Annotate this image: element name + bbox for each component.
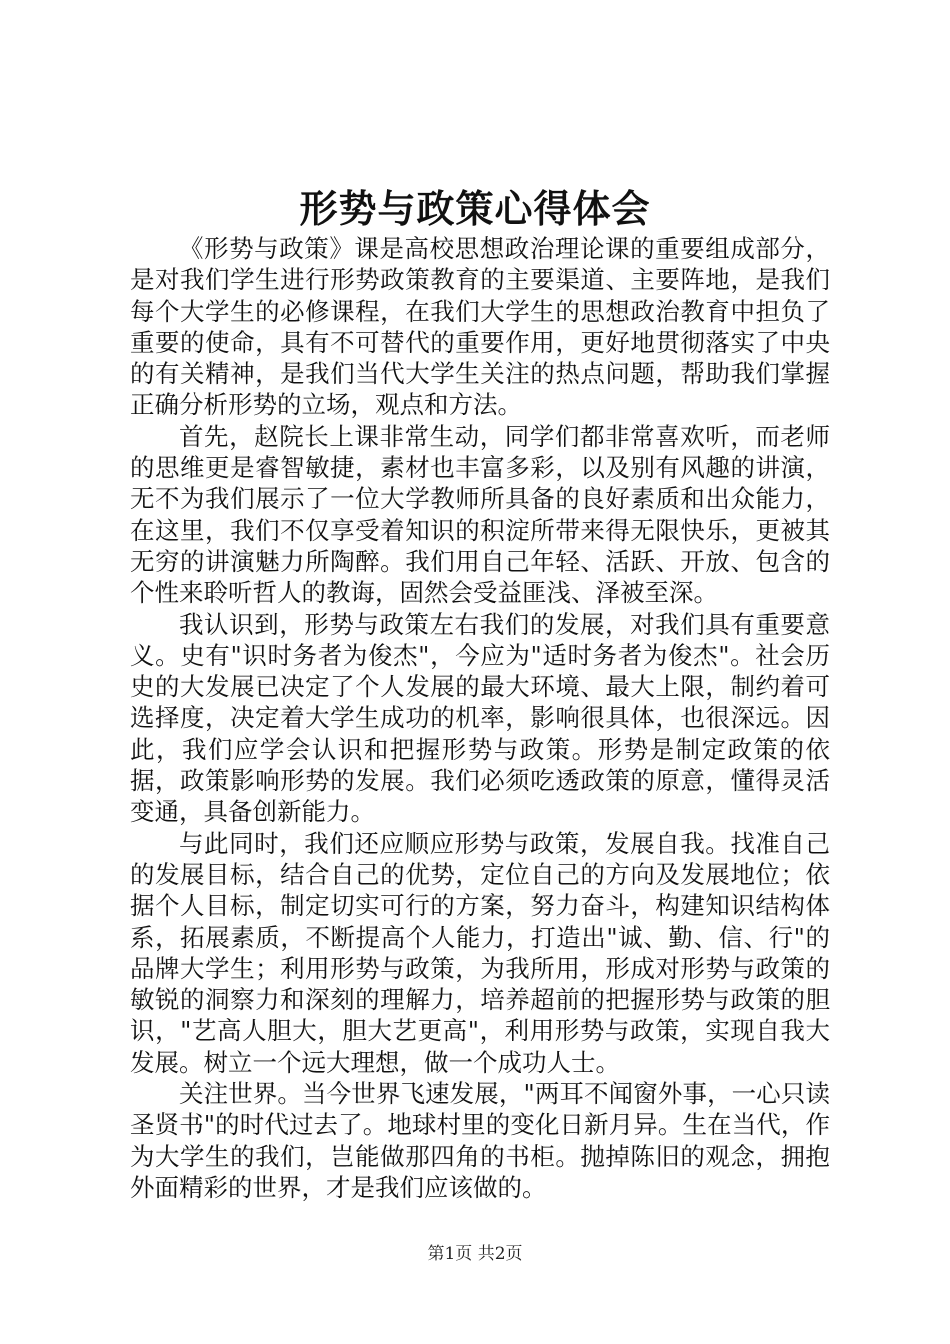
- document-body: [130, 233, 830, 1203]
- paragraph: 与此同时，我们还应顺应形势与政策，发展自我。找准自己的发展目标，结合自己的优势，定位自己的方向及发展地位；依据个人目标，制定切实可行的方案，努力奋斗，构建知识结构体系，拓展素质，不断提高个人能力，打造出"诚、勤、信、行"的品牌大学生；利用形势与政策，为我所用，形成对形势与政策的敏锐的洞察力和深刻的理解力，培养超前的把握形势与政策的胆识，"艺高人胆大，胆大艺更高"，利用形势与政策，实现自我大发展。树立一个远大理想，做一个成功人士。: [130, 828, 830, 1077]
- page-number-footer: 第1页 共2页: [427, 1244, 523, 1264]
- document-title: 形势与政策心得体会: [299, 186, 651, 231]
- paragraph: 关注世界。当今世界飞速发展，"两耳不闻窗外事，一心只读圣贤书"的时代过去了。地球村里的变化日新月异。生在当代，作为大学生的我们，岂能做那四角的书柜。抛掉陈旧的观念，拥抱外面精彩的世界，才是我们应该做的。: [130, 1079, 830, 1202]
- paragraph: 《形势与政策》课是高校思想政治理论课的重要组成部分，是对我们学生进行形势政策教育的主要渠道、主要阵地，是我们每个大学生的必修课程，在我们大学生的思想政治教育中担负了重要的使命，具有不可替代的重要作用，更好地贯彻落实了中央的有关精神，是我们当代大学生关注的热点问题，帮助我们掌握正确分析形势的立场，观点和方法。: [130, 234, 830, 420]
- paragraph: 首先，赵院长上课非常生动，同学们都非常喜欢听，而老师的思维更是睿智敏捷，素材也丰富多彩，以及别有风趣的讲演，无不为我们展示了一位大学教师所具备的良好素质和出众能力，在这里，我们不仅享受着知识的积淀所带来得无限快乐，更被其无穷的讲演魅力所陶醉。我们用自己年轻、活跃、开放、包含的个性来聆听哲人的教诲，固然会受益匪浅、泽被至深。: [130, 421, 830, 608]
- paragraph: 我认识到，形势与政策左右我们的发展，对我们具有重要意义。史有"识时务者为俊杰"，今应为"适时务者为俊杰"。社会历史的大发展已决定了个人发展的最大环境、最大上限，制约着可选择度，决定着大学生成功的机率，影响很具体，也很深远。因此，我们应学会认识和把握形势与政策。形势是制定政策的依据，政策影响形势的发展。我们必须吃透政策的原意，懂得灵活变通，具备创新能力。: [130, 609, 830, 827]
